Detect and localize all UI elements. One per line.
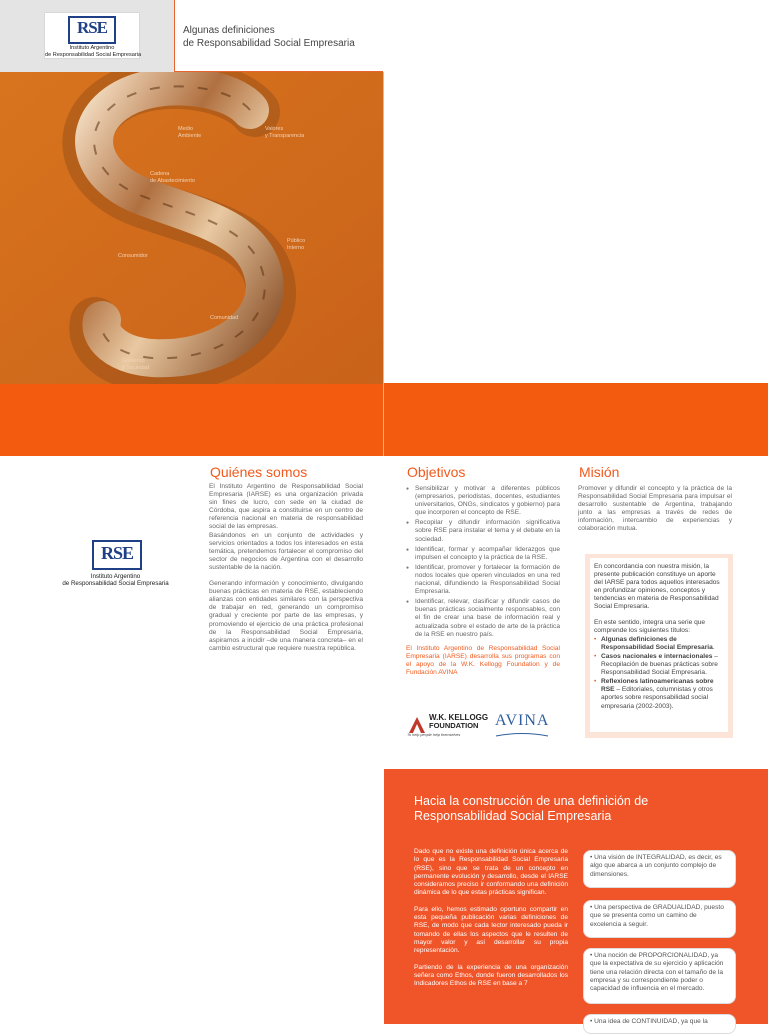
- definition-paragraph-2: Para ello, hemos estimado oportuno compartir en esta pequeña publicación varias definiciones de RSE, de modo que cada lector interesado pueda ir tomando de ellas los aspectos que le resulten de mayor valor y así desarrollar su propia representación.: [414, 905, 568, 955]
- cover-label-publico: Público: [287, 238, 306, 244]
- cover-label-valores: Valores: [265, 126, 284, 132]
- cover-label-medio-ambiente-2: Ambiente: [178, 133, 202, 139]
- quienes-paragraph-1b: Basándonos en un conjunto de actividades y servicios orientados a todos los interesados en esta temática, pretendemos fortalecer el compromiso del sector de negocios de Argentina con el desarrollo sustentable de la nación.: [209, 531, 363, 571]
- s-ribbon-graphic: [0, 72, 383, 384]
- header-divider: [174, 0, 175, 72]
- rse-logo-mark-2: [92, 540, 142, 570]
- cover-label-cadena-2: de Abastecimiento: [150, 178, 195, 184]
- logo-caption-line1: Instituto Argentino: [69, 45, 115, 51]
- objetivo-item: ● Identificar, promover y fortalecer la formación de nodos locales que operen vinculados en una red nacional, difundiendo la Responsabilidad Social Empresaria.: [406, 564, 560, 596]
- logo-caption-2-line1: Instituto Argentino: [90, 573, 141, 580]
- cover-label-gobierno: Gobierno: [122, 358, 145, 364]
- avina-wordmark: AVINA: [495, 712, 550, 729]
- definition-title-line1: Hacia la construcción de una definición de: [414, 794, 649, 808]
- series-title-name: Algunas definiciones de Responsabilidad Social Empresaria: [601, 635, 713, 651]
- header-title-line2: de Responsabilidad Social Empresaria: [183, 38, 355, 49]
- mision-callout: [590, 558, 728, 732]
- series-titles-list: [594, 636, 724, 711]
- header-title-line1: Algunas definiciones: [183, 25, 275, 36]
- logo-caption-2-line2: de Responsabilidad Social Empresaria: [62, 580, 169, 587]
- mision-title: Misión: [579, 464, 620, 480]
- avina-logo: [495, 712, 550, 740]
- kellogg-tagline: To help people help themselves: [407, 733, 461, 737]
- avina-swoosh-icon: [495, 732, 549, 738]
- mision-text: Promover y difundir el concepto y la práctica de la Responsabilidad Social Empresaria para impulsar el desarrollo sustentable de Argentina, trabajando junto a las empresas a través de redes de información, intercambio de experiencias y colaboración mutua.: [578, 485, 732, 533]
- kellogg-emblem-icon: [407, 715, 427, 735]
- cover-label-gobierno-2: y Sociedad: [122, 365, 150, 371]
- definition-title-line2: Responsabilidad Social Empresaria: [414, 809, 612, 823]
- objetivos-body: [406, 485, 560, 677]
- rse-logo-text: RSE: [76, 18, 108, 37]
- definition-title: [414, 794, 648, 824]
- definition-paragraph-3: Partiendo de la experiencia de una organización señera como Ethos, donde fueron desarrollados los Indicadores Ethos de RSE en base a 7: [414, 963, 568, 988]
- right-orange-band: [384, 384, 768, 456]
- definition-paragraph-1: Dado que no existe una definición única acerca de lo que es la Responsabilidad Social Empresaria (RSE), sino que se trata de un concepto en permanente evolución y desarrollo, desde el IARSE consideramos preciso ir conformando una definición dinámica de lo que estas prácticas significan.: [414, 848, 568, 897]
- cover-illustration: [0, 72, 383, 384]
- series-title-item: [594, 636, 724, 652]
- cover-label-valores-2: y Transparencia: [265, 133, 305, 139]
- header-logo: [44, 12, 140, 59]
- series-title-item: [594, 653, 724, 677]
- logo-caption-line2: de Responsabilidad Social Empresaria: [45, 51, 142, 58]
- support-note: El Instituto Argentino de Responsabilidad Social Empresaria (IARSE) desarrolla sus programas con el apoyo de la W.K. Kellogg Foundation y de Fundación AVINA: [406, 644, 560, 676]
- quienes-body: [209, 483, 363, 661]
- cover-label-comunidad: Comunidad: [210, 315, 239, 321]
- definition-body: [414, 848, 568, 996]
- header-title: [183, 24, 355, 50]
- kellogg-sub: FOUNDATION: [429, 721, 479, 730]
- series-title-desc: – Editoriales, columnistas y otros aportes sobre responsabilidad social empresaria (2002-2003).: [601, 686, 713, 710]
- objetivo-item: ● Identificar, formar y acompañar liderazgos que impulsen el concepto y la práctica de la RSE.: [406, 546, 560, 562]
- callout-paragraph-1: En concordancia con nuestra misión, la presente publicación constituye un aporte del IARSE para todos aquellos interesados en profundizar opiniones, conceptos y tendencias en materia de Responsabilidad Social Empresaria.: [594, 563, 720, 611]
- kellogg-logo: [407, 713, 489, 739]
- cover-label-publico-2: Interno: [287, 245, 305, 251]
- principle-card: • Una idea de CONTINUIDAD, ya que la: [583, 1014, 736, 1034]
- cover-label-medio-ambiente: Medio: [178, 126, 193, 132]
- principle-card: • Una perspectiva de GRADUALIDAD, puesto que se presenta como un camino de excelencia a seguir.: [583, 900, 736, 938]
- principle-card: • Una noción de PROPORCIONALIDAD, ya que la expectativa de su ejercicio y aplicación tiene una relación directa con el tamaño de la empresa y su correspondiente poder o capacidad de influencia en el mercado.: [583, 948, 736, 1004]
- kellogg-name: W.K. KELLOGG: [429, 713, 489, 722]
- objetivos-list: [406, 485, 560, 639]
- objetivo-item: ● Recopilar y difundir información significativa sobre RSE para instalar el tema y el debate en la sociedad.: [406, 519, 560, 543]
- quienes-logo: [60, 536, 171, 587]
- logo-caption: [45, 45, 142, 58]
- objetivo-item: ● Identificar, relevar, clasificar y difundir casos de buenas prácticas socialmente responsables, con el fin de crear una base de información real y actualizada sobre el estado de arte de la práctica de la RSE en nuestro país.: [406, 598, 560, 638]
- callout-paragraph-2: En este sentido, integra una serie que comprende los siguientes títulos:: [594, 618, 706, 634]
- series-title-desc: .: [712, 643, 715, 651]
- cover-label-consumidor: Consumidor: [118, 253, 148, 259]
- cover-label-cadena: Cadena: [150, 171, 170, 177]
- objetivos-title: Objetivos: [407, 464, 466, 480]
- series-title-name: Reflexiones latinoamericanas sobre RSE: [601, 678, 714, 694]
- quienes-paragraph-1: El Instituto Argentino de Responsabilidad Social Empresaria (IARSE) es una organización privada sin fines de lucro, con sede en la ciudad de Córdoba, que aspira a constituirse en un centro de referencia nacional en materia de responsabilidad social de las empresas.: [209, 483, 363, 531]
- series-title-item: [594, 678, 724, 710]
- series-title-name: Casos nacionales e internacionales: [601, 652, 713, 660]
- objetivo-item: ● Sensibilizar y motivar a diferentes públicos (empresarios, periodistas, docentes, estudiantes universitarios, ONGs, sindicatos y gobierno) para que incorporen el concepto de RSE.: [406, 485, 560, 517]
- rse-logo-mark: [68, 16, 116, 44]
- principle-card: • Una visión de INTEGRALIDAD, es decir, es algo que abarca a un conjunto complejo de dimensiones.: [583, 850, 736, 888]
- cover-orange-band: [0, 384, 383, 456]
- series-title-desc: – Recopilación de buenas prácticas sobre Responsabilidad Social Empresaria.: [601, 652, 718, 677]
- logo-caption-2: [60, 573, 171, 587]
- quienes-paragraph-2: Generando información y conocimiento, divulgando buenas prácticas en materia de RSE, estableciendo alianzas con entidades similares con la perspectiva de trabajar en red, generando un compromiso gradual y creciente por parte de las empresas, y promoviendo el ejercicio de una práctica profesional de la Responsabilidad Social Empresaria, aspiramos a incidir –de una manera concreta– en el cambio estructural que requiere nuestra república.: [209, 580, 363, 652]
- rse-logo-text-2: RSE: [100, 543, 133, 563]
- quienes-title: Quiénes somos: [210, 464, 308, 480]
